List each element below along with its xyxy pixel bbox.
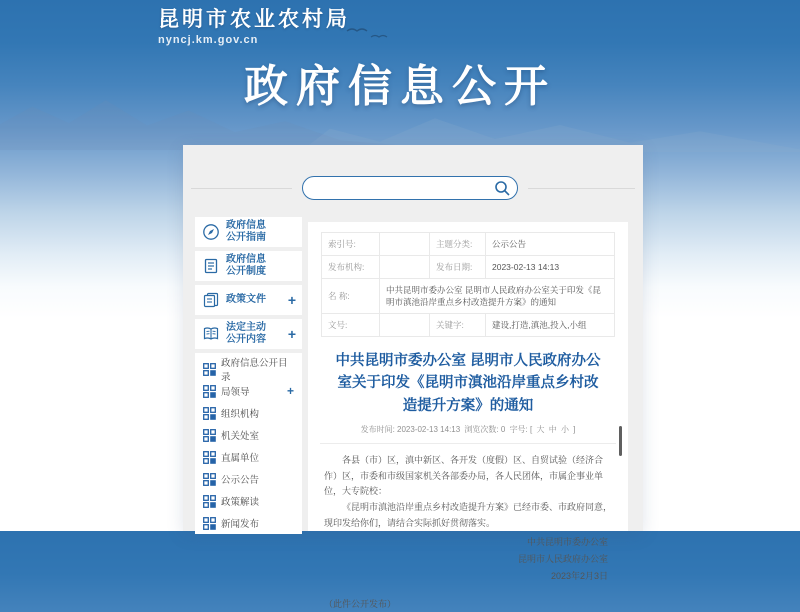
public-release-note: （此件公开发布） (324, 597, 612, 612)
sidebar-item-statutory-content[interactable] (195, 319, 302, 349)
sidebar-link-item[interactable] (195, 358, 302, 380)
signature-line: 中共昆明市委办公室 (324, 534, 608, 551)
search-button[interactable] (494, 180, 511, 197)
fontsize-bracket: ] (573, 425, 575, 434)
sidebar-link-item[interactable] (195, 424, 302, 446)
field-value: 2023-02-13 14:13 (486, 256, 615, 279)
document-icon (202, 257, 220, 275)
sidebar-item-disclosure-guide[interactable] (195, 217, 302, 247)
compass-icon (202, 223, 220, 241)
fontsize-large-button[interactable]: 大 (536, 425, 544, 434)
document-meta-table (321, 232, 615, 337)
grid-icon (203, 473, 216, 486)
field-value (380, 256, 430, 279)
field-label: 索引号: (322, 233, 380, 256)
field-label: 文号: (322, 314, 380, 337)
field-value (380, 233, 430, 256)
search-icon (494, 180, 511, 197)
grid-icon (203, 385, 216, 398)
field-label: 名 称: (322, 279, 380, 314)
article-body (308, 444, 628, 612)
field-label: 关键字: (430, 314, 486, 337)
sidebar-item-policy-files[interactable] (195, 285, 302, 315)
fontsize-medium-button[interactable]: 中 (549, 425, 557, 434)
field-label: 发布日期: (430, 256, 486, 279)
search-divider-right (528, 188, 635, 189)
sidebar-link-label: 公示公告 (221, 472, 259, 486)
signature-block (324, 534, 612, 585)
body-paragraph: 《昆明市滇池沿岸重点乡村改造提升方案》已经市委、市政府同意，现印发给你们，请结合实际抓好贯彻落实。 (324, 500, 612, 531)
open-book-icon (202, 325, 220, 343)
sidebar-item-label: 政策文件 (226, 294, 266, 306)
publish-time: 发布时间: 2023-02-13 14:13 (361, 425, 461, 434)
grid-icon (203, 407, 216, 420)
site-domain: nyncj.km.gov.cn (158, 34, 350, 46)
signature-date: 2023年2月3日 (324, 568, 608, 585)
sidebar-link-label: 政府信息公开目录 (221, 355, 294, 383)
grid-icon (203, 517, 216, 530)
article-title: 中共昆明市委办公室 昆明市人民政府办公室关于印发《昆明市滇池沿岸重点乡村改造提升方案》的通知 (334, 350, 602, 417)
sidebar-link-list (195, 353, 302, 534)
sidebar-item-disclosure-system[interactable] (195, 251, 302, 281)
sidebar-link-label: 新闻发布 (221, 516, 259, 530)
field-label: 主题分类: (430, 233, 486, 256)
field-value: 中共昆明市委办公室 昆明市人民政府办公室关于印发《昆明市滇池沿岸重点乡村改造提升方案》的通知 (380, 279, 615, 314)
sidebar-link-item[interactable] (195, 380, 302, 402)
signature-line: 昆明市人民政府办公室 (324, 551, 608, 568)
sidebar-link-label: 机关处室 (221, 428, 259, 442)
search-bar (183, 176, 643, 200)
expand-plus: + (288, 326, 296, 342)
sidebar-link-item[interactable] (195, 490, 302, 512)
table-row (322, 314, 615, 337)
table-row (322, 279, 615, 314)
sidebar (195, 217, 302, 534)
grid-icon (203, 363, 216, 376)
sidebar-link-label: 局领导 (221, 384, 250, 398)
article-meta (308, 424, 628, 435)
fontsize-label: 字号: [ (510, 425, 533, 434)
view-count: 浏览次数: 0 (464, 425, 505, 434)
sidebar-link-item[interactable] (195, 512, 302, 534)
sidebar-link-item[interactable] (195, 402, 302, 424)
scrollbar-thumb[interactable] (619, 426, 622, 456)
grid-icon (203, 495, 216, 508)
expand-plus: + (288, 292, 296, 308)
files-icon (202, 291, 220, 309)
sidebar-link-item[interactable] (195, 468, 302, 490)
table-row (322, 233, 615, 256)
sidebar-item-label: 法定主动公开内容 (226, 322, 274, 346)
content-card (183, 145, 643, 531)
sidebar-item-label: 政府信息公开制度 (226, 254, 274, 278)
grid-icon (203, 429, 216, 442)
search-divider-left (191, 188, 292, 189)
page-title: 政府信息公开 (0, 50, 800, 114)
expand-plus: + (287, 384, 294, 398)
site-logo[interactable] (158, 7, 350, 46)
sidebar-link-label: 组织机构 (221, 406, 259, 420)
search-box (302, 176, 518, 200)
sidebar-link-item[interactable] (195, 446, 302, 468)
body-paragraph: 各县（市）区，滇中新区、各开发（度假）区、自贸试验（经济合作）区，市委和市级国家机关各部委办局，各人民团体，市属企事业单位，大专院校： (324, 453, 612, 499)
fontsize-small-button[interactable]: 小 (561, 425, 569, 434)
field-value (380, 314, 430, 337)
table-row (322, 256, 615, 279)
site-name: 昆明市农业农村局 (158, 7, 350, 32)
sidebar-link-label: 直属单位 (221, 450, 259, 464)
field-value: 建设,打造,滇池,投入,小组 (486, 314, 615, 337)
grid-icon (203, 451, 216, 464)
birds-decoration (345, 26, 391, 42)
field-label: 发布机构: (322, 256, 380, 279)
main-panel (308, 222, 628, 531)
field-value: 公示公告 (486, 233, 615, 256)
sidebar-item-label: 政府信息公开指南 (226, 220, 274, 244)
search-input[interactable] (313, 178, 487, 198)
sidebar-link-label: 政策解读 (221, 494, 259, 508)
